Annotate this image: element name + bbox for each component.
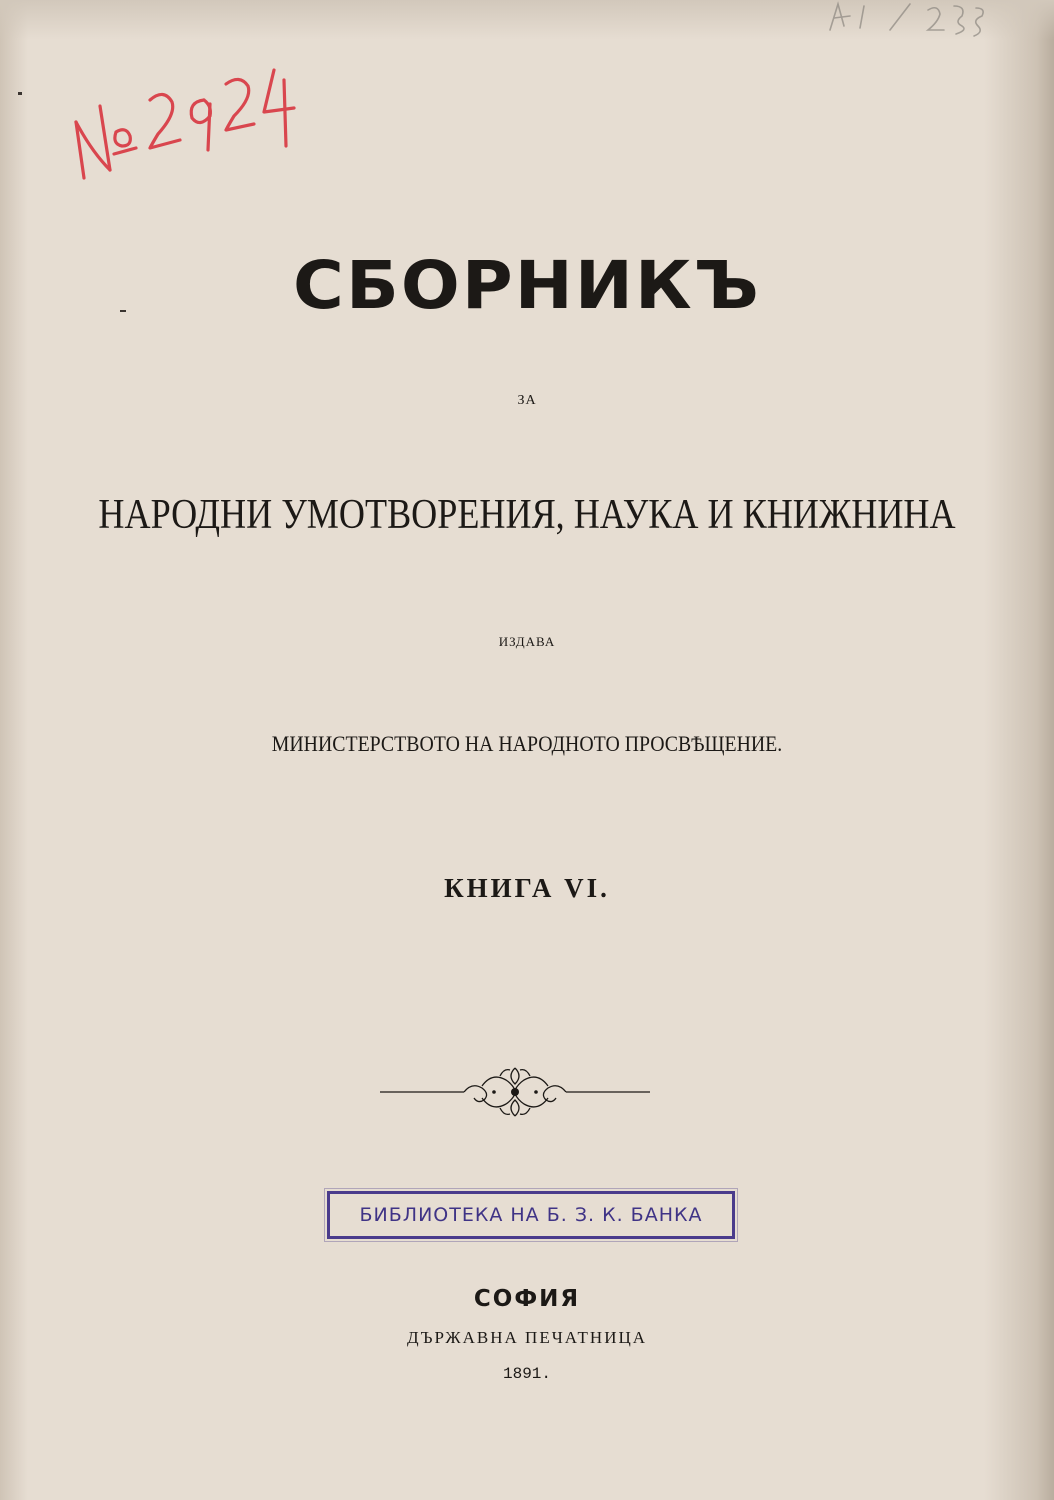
- book-title: СБОРНИКЪ: [293, 247, 761, 324]
- printing-house: ДЪРЖАВНА ПЕЧАТНИЦА: [406, 1328, 648, 1347]
- handwritten-inventory-number: [70, 60, 320, 200]
- volume-number: КНИГА VI.: [444, 873, 610, 903]
- library-stamp: БИБЛИОТЕКА НА Б. З. К. БАНКА: [327, 1191, 735, 1239]
- publication-city: СОФИЯ: [473, 1286, 581, 1312]
- publisher-intro: ИЗДАВА: [498, 634, 556, 649]
- publication-year: 1891.: [502, 1365, 551, 1383]
- ornament-divider: [380, 1062, 650, 1122]
- title-connector-za: ЗА: [517, 393, 537, 408]
- pencil-corner-mark: [820, 0, 1000, 40]
- book-subtitle: НАРОДНИ УМОТВОРЕНИЯ, НАУКА И КНИЖНИНА: [98, 492, 956, 538]
- page-left-edge: [0, 0, 28, 1500]
- publisher-name: МИНИСТЕРСТВОТО НА НАРОДНОТО ПРОСВѢЩЕНИЕ.: [271, 731, 783, 756]
- dust-speck: [18, 92, 22, 95]
